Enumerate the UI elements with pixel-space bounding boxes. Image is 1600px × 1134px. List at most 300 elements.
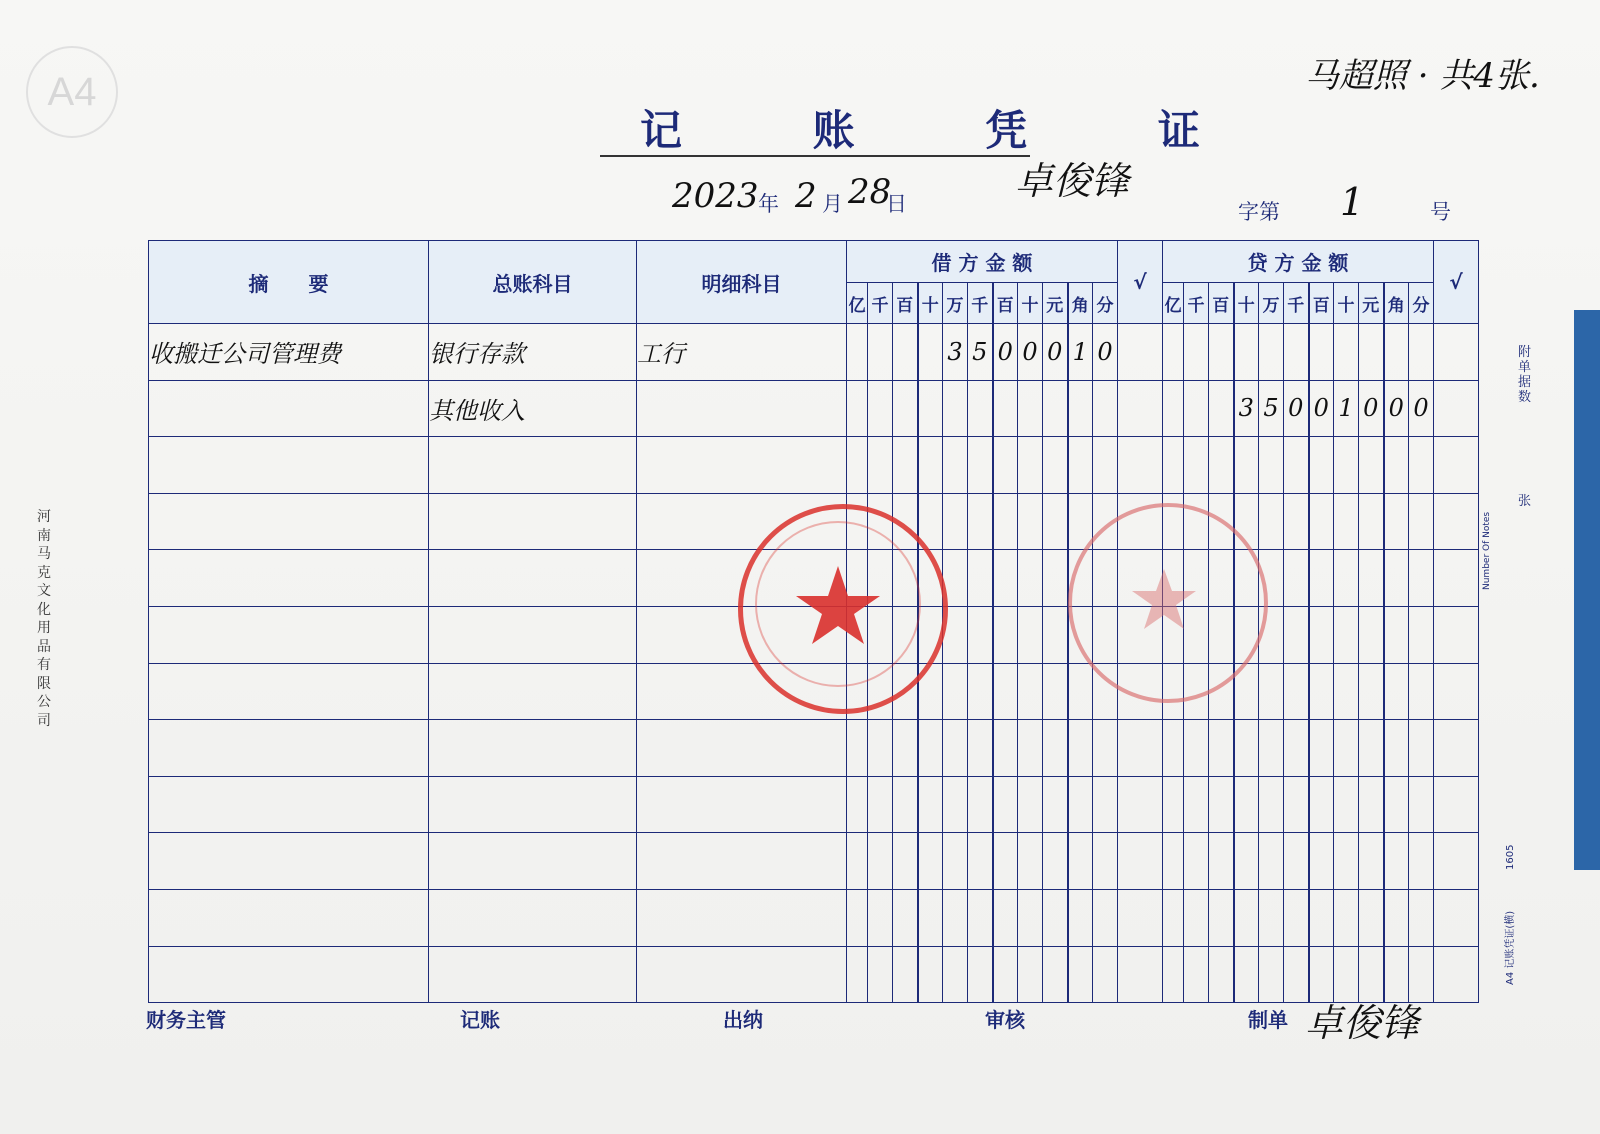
debit-digit-cell[interactable] [1093, 380, 1118, 437]
credit-digit-cell[interactable] [1259, 889, 1284, 946]
credit-digit-cell[interactable] [1309, 720, 1334, 777]
debit-digit-cell[interactable] [893, 720, 918, 777]
debit-digit-cell[interactable] [943, 833, 968, 890]
debit-digit-cell[interactable] [993, 493, 1018, 550]
debit-digit-cell[interactable] [868, 324, 893, 381]
credit-digit-header: 百 [1209, 283, 1234, 324]
credit-digit-cell[interactable] [1184, 437, 1209, 494]
notes-label: Number Of Notes [1482, 511, 1492, 590]
debit-digit-cell[interactable] [847, 324, 868, 381]
debit-digit-cell[interactable] [1043, 720, 1068, 777]
credit-digit-cell[interactable] [1359, 324, 1384, 381]
debit-digit-cell[interactable] [1068, 776, 1093, 833]
credit-digit-cell[interactable] [1359, 833, 1384, 890]
voucher-no-value: 1 [1340, 180, 1365, 224]
credit-digit-header: 十 [1234, 283, 1259, 324]
credit-digit-cell[interactable] [1184, 720, 1209, 777]
credit-digit-cell[interactable] [1334, 437, 1359, 494]
credit-digit-cell[interactable] [1259, 776, 1284, 833]
debit-check-cell[interactable] [1118, 324, 1163, 381]
credit-digit-cell[interactable] [1409, 606, 1434, 663]
debit-digit-cell[interactable] [893, 889, 918, 946]
debit-digit-cell[interactable] [943, 663, 968, 720]
summary-cell[interactable] [149, 889, 429, 946]
debit-digit-cell[interactable] [893, 776, 918, 833]
debit-digit-cell[interactable] [893, 437, 918, 494]
credit-digit-cell[interactable] [1209, 324, 1234, 381]
credit-digit-cell[interactable]: 1 [1334, 380, 1359, 437]
credit-digit-cell[interactable] [1409, 720, 1434, 777]
debit-digit-cell[interactable] [1093, 720, 1118, 777]
general-account-cell[interactable] [429, 776, 637, 833]
debit-check-cell[interactable] [1118, 833, 1163, 890]
debit-check-cell[interactable] [1118, 776, 1163, 833]
credit-digit-cell[interactable] [1234, 324, 1259, 381]
debit-digit-cell[interactable] [968, 889, 993, 946]
detail-account-cell[interactable] [637, 437, 847, 494]
debit-digit-cell[interactable] [993, 946, 1018, 1003]
credit-digit-cell[interactable] [1384, 324, 1409, 381]
credit-digit-cell[interactable] [1309, 324, 1334, 381]
credit-digit-cell[interactable] [1163, 380, 1184, 437]
general-account-cell[interactable] [429, 493, 637, 550]
credit-check-cell[interactable] [1434, 889, 1479, 946]
credit-check-cell[interactable] [1434, 776, 1479, 833]
debit-digit-cell[interactable] [893, 380, 918, 437]
credit-digit-cell[interactable] [1384, 493, 1409, 550]
credit-digit-cell[interactable] [1409, 889, 1434, 946]
credit-digit-cell[interactable] [1163, 437, 1184, 494]
debit-digit-cell[interactable]: 1 [1068, 324, 1093, 381]
credit-digit-cell[interactable] [1309, 833, 1334, 890]
credit-digit-cell[interactable] [1384, 776, 1409, 833]
credit-check-cell[interactable] [1434, 550, 1479, 607]
credit-digit-cell[interactable] [1184, 380, 1209, 437]
debit-digit-cell[interactable] [968, 380, 993, 437]
credit-digit-cell[interactable] [1209, 437, 1234, 494]
credit-digit-cell[interactable] [1284, 550, 1309, 607]
credit-digit-cell[interactable] [1309, 493, 1334, 550]
credit-digit-cell[interactable] [1284, 776, 1309, 833]
general-account-cell[interactable]: 其他收入 [429, 380, 637, 437]
debit-digit-cell[interactable] [1043, 663, 1068, 720]
header-row-1 [149, 241, 1479, 283]
general-account-cell[interactable] [429, 437, 637, 494]
credit-digit-cell[interactable] [1259, 437, 1284, 494]
credit-digit-cell[interactable] [1163, 889, 1184, 946]
general-account-cell[interactable] [429, 550, 637, 607]
general-account-cell[interactable] [429, 889, 637, 946]
debit-digit-cell[interactable] [943, 437, 968, 494]
debit-digit-cell[interactable] [868, 437, 893, 494]
debit-digit-cell[interactable] [1068, 889, 1093, 946]
debit-digit-cell[interactable] [918, 946, 943, 1003]
debit-digit-cell[interactable] [993, 889, 1018, 946]
credit-digit-cell[interactable] [1334, 833, 1359, 890]
date-year-unit: 年 [758, 192, 779, 216]
credit-digit-cell[interactable] [1409, 550, 1434, 607]
debit-digit-cell[interactable] [1093, 776, 1118, 833]
summary-cell[interactable] [149, 776, 429, 833]
footer-bookkeeper: 记账 [460, 1008, 500, 1032]
debit-digit-cell[interactable] [993, 720, 1018, 777]
debit-digit-cell[interactable] [847, 437, 868, 494]
debit-digit-cell[interactable] [993, 606, 1018, 663]
debit-check-cell[interactable] [1118, 889, 1163, 946]
credit-digit-cell[interactable] [1359, 776, 1384, 833]
credit-digit-cell[interactable] [1234, 437, 1259, 494]
summary-cell[interactable]: 收搬迁公司管理费 [149, 324, 429, 381]
debit-digit-cell[interactable] [1018, 946, 1043, 1003]
debit-digit-cell[interactable] [893, 324, 918, 381]
credit-digit-cell[interactable] [1409, 663, 1434, 720]
credit-digit-cell[interactable] [1184, 324, 1209, 381]
debit-digit-cell[interactable] [893, 946, 918, 1003]
credit-digit-cell[interactable] [1309, 437, 1334, 494]
table-row [149, 437, 1479, 494]
credit-digit-cell[interactable] [1309, 776, 1334, 833]
summary-cell[interactable] [149, 493, 429, 550]
debit-digit-cell[interactable] [1018, 776, 1043, 833]
credit-digit-cell[interactable] [1334, 663, 1359, 720]
debit-digit-cell[interactable] [1043, 493, 1068, 550]
credit-digit-cell[interactable] [1209, 380, 1234, 437]
credit-digit-cell[interactable] [1259, 833, 1284, 890]
credit-digit-cell[interactable]: 0 [1309, 380, 1334, 437]
detail-account-cell[interactable] [637, 720, 847, 777]
credit-check-cell[interactable] [1434, 663, 1479, 720]
credit-digit-header: 万 [1259, 283, 1284, 324]
debit-digit-header: 百 [893, 283, 918, 324]
debit-digit-cell[interactable] [1068, 437, 1093, 494]
credit-check-cell[interactable] [1434, 324, 1479, 381]
debit-digit-header: 角 [1068, 283, 1093, 324]
credit-digit-cell[interactable] [1309, 606, 1334, 663]
credit-digit-cell[interactable] [1163, 776, 1184, 833]
credit-digit-cell[interactable] [1209, 946, 1234, 1003]
credit-digit-cell[interactable] [1384, 550, 1409, 607]
debit-digit-cell[interactable] [993, 437, 1018, 494]
a4-badge: A4 [26, 46, 118, 138]
credit-digit-cell[interactable] [1234, 720, 1259, 777]
debit-digit-cell[interactable] [943, 889, 968, 946]
debit-digit-cell[interactable]: 3 [943, 324, 968, 381]
credit-digit-cell[interactable] [1284, 833, 1309, 890]
credit-digit-cell[interactable] [1209, 889, 1234, 946]
debit-digit-cell[interactable] [918, 324, 943, 381]
debit-digit-cell[interactable] [847, 833, 868, 890]
attach-label: 附单据数 [1518, 345, 1532, 405]
credit-check-cell[interactable] [1434, 720, 1479, 777]
detail-account-header: 明细科目 [637, 241, 847, 324]
debit-digit-cell[interactable] [993, 550, 1018, 607]
debit-digit-cell[interactable] [968, 550, 993, 607]
debit-digit-cell[interactable] [968, 437, 993, 494]
debit-digit-cell[interactable] [1043, 946, 1068, 1003]
detail-account-cell[interactable] [637, 833, 847, 890]
credit-digit-cell[interactable] [1234, 833, 1259, 890]
credit-digit-cell[interactable] [1184, 833, 1209, 890]
credit-digit-cell[interactable]: 0 [1359, 380, 1384, 437]
debit-digit-cell[interactable] [847, 776, 868, 833]
summary-cell[interactable] [149, 437, 429, 494]
debit-check-cell[interactable] [1118, 720, 1163, 777]
debit-digit-cell[interactable] [868, 776, 893, 833]
binding-edge [1574, 310, 1600, 870]
debit-digit-cell[interactable] [1018, 833, 1043, 890]
credit-digit-cell[interactable] [1359, 889, 1384, 946]
debit-digit-cell[interactable] [868, 833, 893, 890]
credit-check-cell[interactable] [1434, 946, 1479, 1003]
credit-digit-cell[interactable] [1234, 946, 1259, 1003]
detail-account-cell[interactable] [637, 946, 847, 1003]
credit-digit-cell[interactable] [1359, 493, 1384, 550]
debit-digit-cell[interactable] [1018, 889, 1043, 946]
debit-digit-cell[interactable] [968, 833, 993, 890]
general-account-cell[interactable] [429, 606, 637, 663]
preparer-signature: 卓俊锋 [1305, 1001, 1420, 1045]
summary-cell[interactable] [149, 606, 429, 663]
debit-digit-cell[interactable] [1093, 833, 1118, 890]
debit-digit-cell[interactable] [1068, 833, 1093, 890]
credit-digit-cell[interactable] [1234, 889, 1259, 946]
credit-digit-cell[interactable]: 5 [1259, 380, 1284, 437]
debit-digit-cell[interactable] [868, 946, 893, 1003]
summary-cell[interactable] [149, 380, 429, 437]
credit-digit-cell[interactable]: 3 [1234, 380, 1259, 437]
debit-digit-cell[interactable] [1018, 550, 1043, 607]
credit-digit-cell[interactable] [1234, 776, 1259, 833]
footer-auditor: 审核 [985, 1008, 1025, 1032]
credit-digit-cell[interactable] [1309, 889, 1334, 946]
credit-digit-cell[interactable] [1359, 437, 1384, 494]
credit-digit-header: 千 [1284, 283, 1309, 324]
credit-check-cell[interactable] [1434, 437, 1479, 494]
debit-digit-cell[interactable]: 0 [1093, 324, 1118, 381]
credit-digit-cell[interactable] [1184, 946, 1209, 1003]
debit-digit-cell[interactable] [918, 776, 943, 833]
general-account-cell[interactable] [429, 833, 637, 890]
credit-digit-cell[interactable] [1209, 833, 1234, 890]
credit-digit-header: 元 [1359, 283, 1384, 324]
debit-digit-cell[interactable]: 0 [1018, 324, 1043, 381]
debit-digit-cell[interactable]: 0 [1043, 324, 1068, 381]
debit-digit-cell[interactable] [943, 776, 968, 833]
debit-digit-cell[interactable]: 0 [993, 324, 1018, 381]
debit-digit-cell[interactable] [1043, 889, 1068, 946]
debit-digit-cell[interactable] [968, 776, 993, 833]
debit-digit-cell[interactable] [1043, 380, 1068, 437]
debit-digit-cell[interactable] [868, 380, 893, 437]
debit-digit-header: 十 [1018, 283, 1043, 324]
credit-digit-cell[interactable] [1284, 437, 1309, 494]
general-account-cell[interactable] [429, 663, 637, 720]
credit-digit-cell[interactable] [1384, 663, 1409, 720]
credit-digit-cell[interactable] [1334, 776, 1359, 833]
voucher-no-prefix: 字第 [1238, 200, 1280, 224]
credit-digit-cell[interactable] [1409, 324, 1434, 381]
credit-digit-cell[interactable] [1359, 550, 1384, 607]
credit-digit-cell[interactable] [1384, 437, 1409, 494]
credit-digit-cell[interactable]: 0 [1284, 380, 1309, 437]
credit-digit-cell[interactable] [1284, 663, 1309, 720]
debit-digit-cell[interactable] [918, 833, 943, 890]
credit-digit-cell[interactable] [1259, 720, 1284, 777]
general-account-cell[interactable] [429, 720, 637, 777]
credit-digit-header: 分 [1409, 283, 1434, 324]
credit-digit-cell[interactable]: 0 [1409, 380, 1434, 437]
credit-digit-cell[interactable] [1284, 493, 1309, 550]
credit-digit-cell[interactable] [1334, 324, 1359, 381]
debit-check-cell[interactable] [1118, 380, 1163, 437]
debit-digit-cell[interactable] [968, 606, 993, 663]
debit-digit-cell[interactable] [847, 720, 868, 777]
debit-digit-cell[interactable] [993, 776, 1018, 833]
table-row [149, 833, 1479, 890]
credit-digit-cell[interactable] [1309, 663, 1334, 720]
faint-red-seal [1068, 503, 1268, 703]
detail-account-cell[interactable] [637, 776, 847, 833]
credit-digit-cell[interactable] [1259, 663, 1284, 720]
general-account-cell[interactable] [429, 946, 637, 1003]
debit-digit-cell[interactable] [943, 720, 968, 777]
debit-digit-cell[interactable] [918, 720, 943, 777]
voucher-no-suffix: 号 [1430, 200, 1451, 224]
credit-digit-cell[interactable] [1334, 550, 1359, 607]
debit-digit-cell[interactable] [1043, 437, 1068, 494]
credit-digit-cell[interactable] [1209, 720, 1234, 777]
credit-digit-cell[interactable] [1163, 324, 1184, 381]
credit-digit-cell[interactable] [1384, 720, 1409, 777]
debit-digit-cell[interactable] [1093, 437, 1118, 494]
debit-check-cell[interactable] [1118, 946, 1163, 1003]
debit-digit-cell[interactable] [1018, 437, 1043, 494]
table-row [149, 946, 1479, 1003]
debit-digit-cell[interactable] [1068, 380, 1093, 437]
credit-digit-cell[interactable] [1163, 833, 1184, 890]
summary-cell[interactable] [149, 550, 429, 607]
debit-digit-cell[interactable] [893, 833, 918, 890]
debit-digit-cell[interactable] [1093, 889, 1118, 946]
credit-digit-cell[interactable] [1334, 889, 1359, 946]
summary-cell[interactable] [149, 720, 429, 777]
debit-digit-cell[interactable] [1043, 550, 1068, 607]
credit-check-cell[interactable] [1434, 493, 1479, 550]
summary-cell[interactable] [149, 663, 429, 720]
credit-digit-cell[interactable] [1409, 437, 1434, 494]
top-right-note: 马超照 · 共4张. [1305, 56, 1540, 96]
credit-digit-cell[interactable] [1184, 889, 1209, 946]
credit-digit-cell[interactable] [1284, 720, 1309, 777]
debit-digit-header: 万 [943, 283, 968, 324]
credit-digit-cell[interactable] [1384, 606, 1409, 663]
detail-account-cell[interactable] [637, 380, 847, 437]
debit-digit-cell[interactable] [968, 946, 993, 1003]
debit-digit-cell[interactable] [868, 720, 893, 777]
credit-digit-cell[interactable] [1284, 324, 1309, 381]
credit-check-cell[interactable] [1434, 833, 1479, 890]
debit-digit-cell[interactable] [993, 833, 1018, 890]
credit-digit-cell[interactable] [1163, 720, 1184, 777]
title-underline [600, 155, 1030, 157]
debit-digit-cell[interactable] [968, 663, 993, 720]
table-row [149, 776, 1479, 833]
debit-digit-cell[interactable] [968, 493, 993, 550]
credit-digit-cell[interactable] [1409, 776, 1434, 833]
credit-digit-cell[interactable] [1259, 946, 1284, 1003]
debit-digit-cell[interactable] [1018, 606, 1043, 663]
debit-digit-cell[interactable] [1018, 493, 1043, 550]
credit-digit-cell[interactable] [1334, 606, 1359, 663]
debit-digit-cell[interactable] [943, 493, 968, 550]
publisher-vertical-text: 河南马克文化用品有限公司 [37, 509, 51, 729]
debit-digit-cell[interactable] [1043, 833, 1068, 890]
debit-digit-cell[interactable] [1068, 946, 1093, 1003]
debit-digit-cell[interactable] [918, 380, 943, 437]
debit-digit-cell[interactable] [847, 380, 868, 437]
debit-digit-cell[interactable] [847, 946, 868, 1003]
debit-digit-cell[interactable] [968, 720, 993, 777]
credit-digit-cell[interactable]: 0 [1384, 380, 1409, 437]
detail-account-cell[interactable] [637, 889, 847, 946]
footer-preparer: 制单 [1248, 1008, 1288, 1032]
credit-digit-cell[interactable] [1409, 833, 1434, 890]
credit-digit-cell[interactable] [1259, 324, 1284, 381]
debit-digit-cell[interactable] [1093, 946, 1118, 1003]
credit-digit-cell[interactable] [1284, 606, 1309, 663]
debit-digit-cell[interactable] [1068, 720, 1093, 777]
debit-check-header: √ [1118, 241, 1163, 324]
credit-digit-cell[interactable] [1209, 776, 1234, 833]
debit-digit-cell[interactable] [943, 946, 968, 1003]
credit-digit-cell[interactable] [1334, 720, 1359, 777]
debit-digit-cell[interactable] [943, 380, 968, 437]
debit-digit-cell[interactable] [1018, 720, 1043, 777]
debit-digit-cell[interactable] [918, 437, 943, 494]
summary-cell[interactable] [149, 833, 429, 890]
credit-digit-cell[interactable] [1259, 493, 1284, 550]
credit-digit-cell[interactable] [1359, 720, 1384, 777]
seal-star-icon [738, 504, 938, 704]
detail-account-cell[interactable]: 工行 [637, 324, 847, 381]
debit-digit-cell[interactable] [1018, 663, 1043, 720]
credit-digit-cell[interactable] [1334, 493, 1359, 550]
credit-digit-cell[interactable] [1284, 889, 1309, 946]
credit-check-cell[interactable] [1434, 606, 1479, 663]
credit-digit-cell[interactable] [1359, 606, 1384, 663]
credit-digit-cell[interactable] [1163, 946, 1184, 1003]
credit-digit-cell[interactable] [1309, 550, 1334, 607]
debit-digit-cell[interactable] [847, 889, 868, 946]
debit-digit-cell[interactable]: 5 [968, 324, 993, 381]
debit-digit-cell[interactable] [993, 380, 1018, 437]
debit-digit-cell[interactable] [1043, 776, 1068, 833]
credit-digit-cell[interactable] [1409, 493, 1434, 550]
debit-digit-cell[interactable] [1043, 606, 1068, 663]
debit-digit-cell[interactable] [918, 889, 943, 946]
debit-digit-cell[interactable] [993, 663, 1018, 720]
credit-digit-cell[interactable] [1184, 776, 1209, 833]
debit-digit-cell[interactable] [1018, 380, 1043, 437]
credit-digit-cell[interactable] [1359, 663, 1384, 720]
debit-digit-cell[interactable] [868, 889, 893, 946]
general-account-cell[interactable]: 银行存款 [429, 324, 637, 381]
credit-digit-cell[interactable] [1384, 889, 1409, 946]
debit-check-cell[interactable] [1118, 437, 1163, 494]
credit-check-cell[interactable] [1434, 380, 1479, 437]
credit-digit-cell[interactable] [1384, 833, 1409, 890]
summary-cell[interactable] [149, 946, 429, 1003]
